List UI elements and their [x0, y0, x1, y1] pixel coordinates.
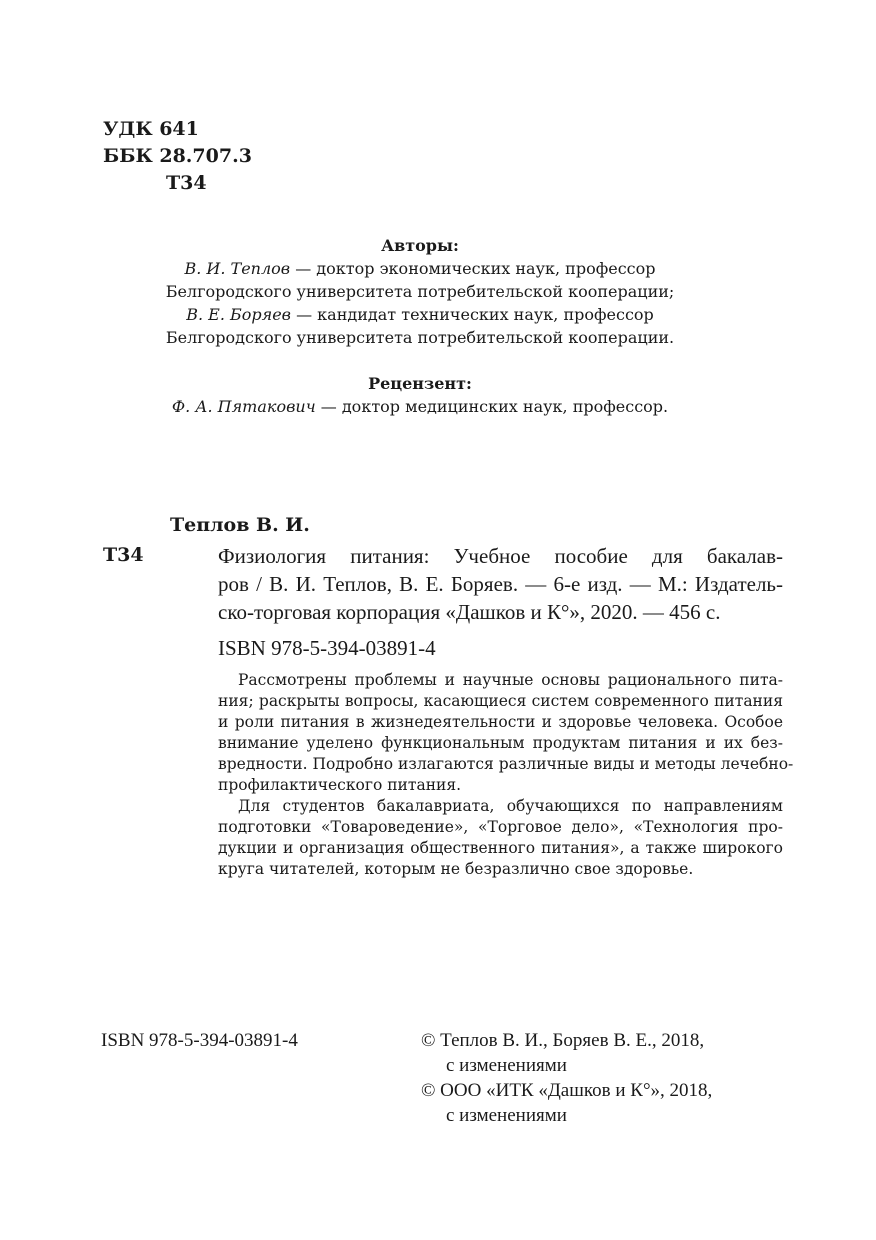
authors-heading: Авторы:	[381, 236, 459, 255]
author-mark-code: Т34	[166, 172, 207, 194]
author2-name: В. Е. Боряев	[186, 305, 291, 324]
record-author-name: Теплов В. И.	[170, 514, 310, 536]
author1-line	[80, 257, 760, 280]
copyright-authors-note: с изменениями	[446, 1055, 567, 1076]
copyright-publisher-note: с изменениями	[446, 1105, 567, 1126]
record-abstract	[218, 670, 794, 880]
abstract-line: внимание уделено функциональным продуктам питания и их без-	[218, 734, 783, 752]
bbk-code: ББК 28.707.3	[103, 145, 252, 167]
record-description	[218, 542, 783, 626]
udk-code: УДК 641	[103, 118, 199, 140]
copyright-notices	[421, 1028, 712, 1128]
abstract-line: и роли питания в жизнедеятельности и здоровье человека. Особое	[218, 713, 783, 731]
reviewer-role: — доктор медицинских наук, профессор.	[315, 397, 669, 416]
authors-block	[80, 234, 760, 349]
description-line: Физиология питания: Учебное пособие для бакалав-	[218, 544, 783, 568]
copyright-authors: © Теплов В. И., Боряев В. Е., 2018,	[421, 1030, 705, 1051]
author2-line	[80, 303, 760, 326]
reviewer-block	[80, 372, 760, 418]
abstract-line: ния; раскрыты вопросы, касающиеся систем современного питания	[218, 692, 783, 710]
abstract-line: вредности. Подробно излагаются различные виды и методы лечебно-	[218, 755, 794, 773]
imprint-isbn: ISBN 978-5-394-03891-4	[101, 1030, 298, 1051]
abstract-line: подготовки «Товароведение», «Торговое дело», «Технология про-	[218, 818, 783, 836]
record-author-mark: Т34	[103, 544, 144, 566]
abstract-line: Рассмотрены проблемы и научные основы рационального пита-	[238, 671, 783, 689]
copyright-publisher: © ООО «ИТК «Дашков и К°», 2018,	[421, 1080, 713, 1101]
classification-codes	[103, 116, 252, 197]
author1-role: — доктор экономических наук, профессор	[290, 259, 656, 278]
description-line: ско-торговая корпорация «Дашков и К°», 2020. — 456 с.	[218, 600, 721, 624]
abstract-line: дукции и организация общественного питания», а также широкого	[218, 839, 783, 857]
description-line: ров / В. И. Теплов, В. Е. Боряев. — 6-е изд. — М.: Издатель-	[218, 572, 783, 596]
reviewer-heading: Рецензент:	[368, 374, 472, 393]
abstract-line: круга читателей, которым не безразлично свое здоровье.	[218, 860, 694, 878]
reviewer-name: Ф. А. Пятакович	[171, 397, 316, 416]
record-isbn: ISBN 978-5-394-03891-4	[218, 636, 436, 660]
author1-affiliation: Белгородского университета потребительской кооперации;	[165, 282, 675, 301]
reviewer-line	[80, 395, 760, 418]
author2-affiliation: Белгородского университета потребительской кооперации.	[165, 328, 675, 347]
abstract-line: профилактического питания.	[218, 776, 462, 794]
author2-role: — кандидат технических наук, профессор	[291, 305, 654, 324]
abstract-line: Для студентов бакалавриата, обучающихся по направлениям	[238, 797, 783, 815]
author1-name: В. И. Теплов	[184, 259, 291, 278]
